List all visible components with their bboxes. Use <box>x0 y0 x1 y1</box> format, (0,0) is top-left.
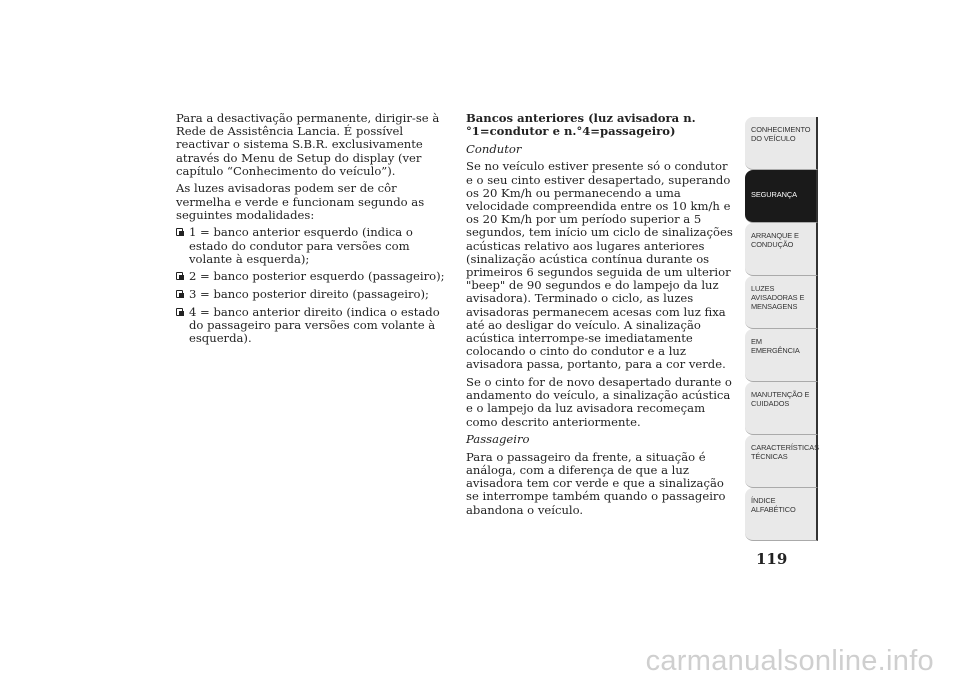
section-heading: Bancos anteriores (luz avisadora n.°1=condutor e n.°4=passageiro) <box>466 111 696 139</box>
checkbox-bullet-icon <box>176 272 183 280</box>
tab-indice[interactable]: ÍNDICE ALFABÉTICO <box>745 488 818 541</box>
paragraph: Se no veículo estiver presente só o condutor e o seu cinto estiver desapertado, superando os 20 Km/h ou permanecendo a uma velocidade compreendida entre os 10 km/h e os 20 Km/h por um período superior a 5 segundos, tem início um ciclo de sinalizações acústicas relativo aos lugares anteriores (sinalização acústica contínua durante os primeiros 6 segundos seguida de um ulterior "beep" de 90 segundos e do lampejo da luz avisadora). Terminado o ciclo, as luzes avisadoras permanecem acesas com luz fixa até ao desligar do veículo. A sinalização acústica interrompe-se imediatamente colocando o cinto do condutor e a luz avisadora passa, portanto, para a cor verde. <box>466 159 733 372</box>
left-column <box>176 112 448 350</box>
page-number: 119 <box>756 550 788 568</box>
checkbox-bullet-icon <box>176 308 183 316</box>
watermark: carmanualsonline.info <box>645 645 934 677</box>
paragraph: Para o passageiro da frente, a situação é análoga, com a diferença de que a luz avisadora tem cor verde e que a sinalização se interrompe também quando o passageiro abandona o veículo. <box>466 449 726 517</box>
checkbox-bullet-icon <box>176 290 183 298</box>
list-item: 4 = banco anterior direito (indica o estado do passageiro para versões com volante à esquerda). <box>176 306 448 346</box>
subheading-driver: Condutor <box>466 141 522 156</box>
list-item: 3 = banco posterior direito (passageiro); <box>176 288 448 301</box>
tab-arranque[interactable]: ARRANQUE E CONDUÇÃO <box>745 223 818 276</box>
tab-luzes[interactable]: LUZES AVISADORAS E MENSAGENS <box>745 276 818 329</box>
paragraph: Para a desactivação permanente, dirigir-se à Rede de Assistência Lancia. É possível reactivar o sistema S.B.R. exclusivamente através do Menu de Setup do display (ver capítulo “Conhecimento do veículo”). <box>176 111 440 178</box>
checkbox-bullet-icon <box>176 228 183 236</box>
tab-caracteristicas[interactable]: CARACTERÍSTICAS TÉCNICAS <box>745 435 818 488</box>
tab-conhecimento[interactable]: CONHECIMENTO DO VEÍCULO <box>745 117 818 170</box>
tab-seguranca[interactable]: SEGURANÇA <box>745 170 818 223</box>
chapter-tabs <box>745 117 818 541</box>
right-column <box>466 112 736 521</box>
list-item: 1 = banco anterior esquerdo (indica o estado do condutor para versões com volante à esquerda); <box>176 226 448 266</box>
tab-emergencia[interactable]: EM EMERGÊNCIA <box>745 329 818 382</box>
list-item: 2 = banco posterior esquerdo (passageiro); <box>176 270 448 283</box>
subheading-passenger: Passageiro <box>466 432 530 447</box>
paragraph: As luzes avisadoras podem ser de côr vermelha e verde e funcionam segundo as seguintes modalidades: <box>176 181 425 222</box>
tab-manutencao[interactable]: MANUTENÇÃO E CUIDADOS <box>745 382 818 435</box>
paragraph: Se o cinto for de novo desapertado durante o andamento do veículo, a sinalização acústica e o lampejo da luz avisadora recomeçam como descrito anteriormente. <box>466 375 732 429</box>
